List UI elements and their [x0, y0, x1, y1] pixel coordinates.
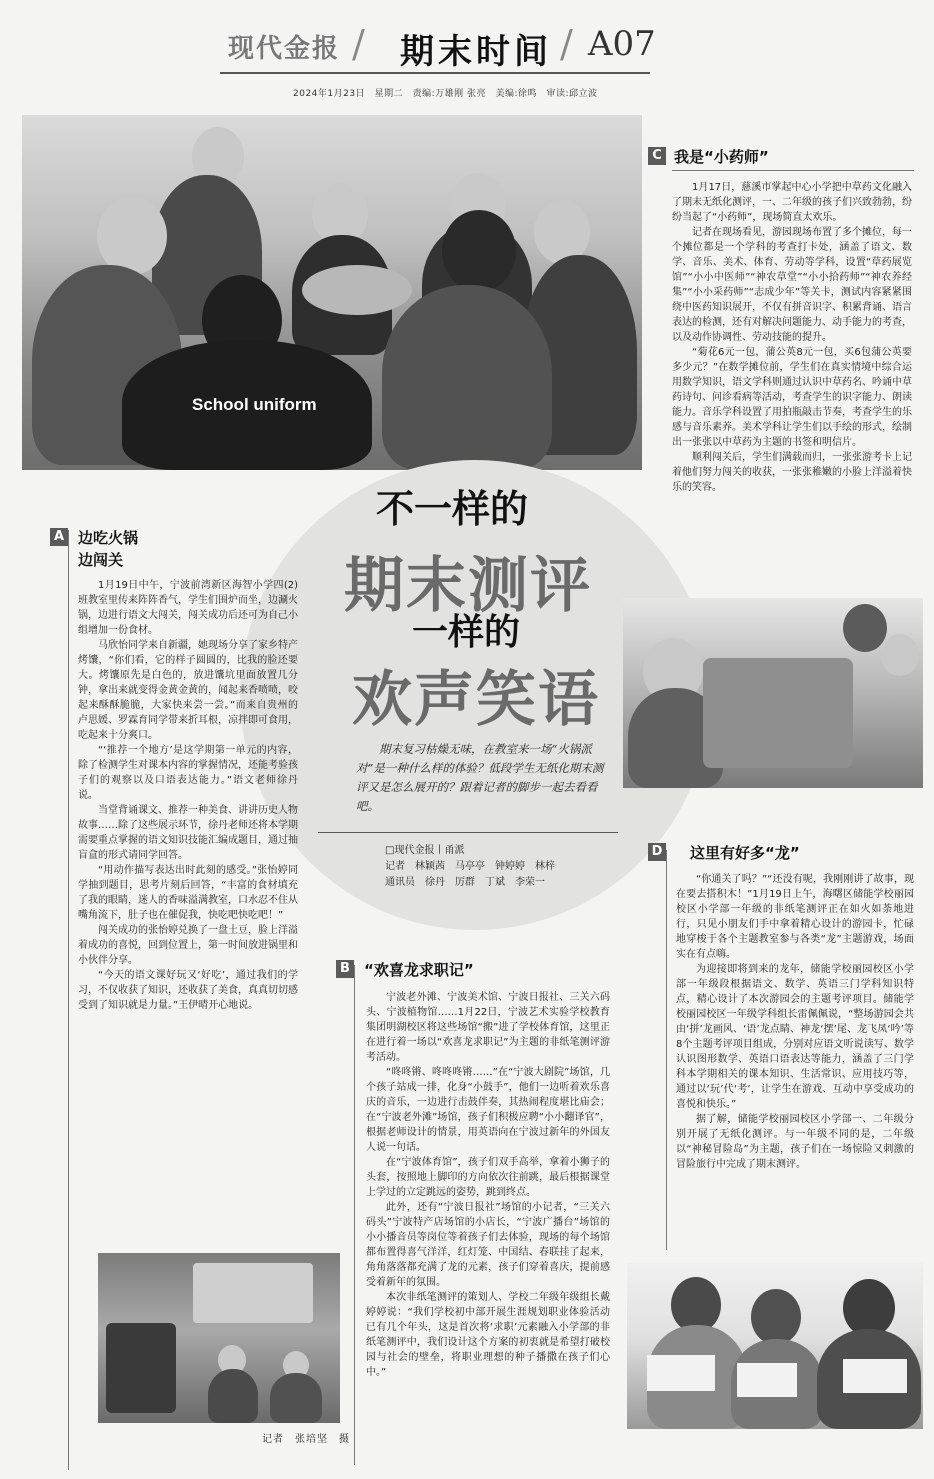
section-b-body: [366, 990, 610, 1380]
feature-title-line1: 不一样的: [376, 486, 529, 531]
section-b-paragraph: “咚咚锵、咚咚咚锵……”在“宁波大剧院”场馆，几个孩子站成一排，化身“小鼓手”，他们一边听着欢乐喜庆的音乐，一边进行击鼓伴奏，其热闹程度堪比庙会；在“宁波老外滩”场馆，孩子们积极应聘“小小翻译官”，根据老师设计的情景，用英语向在宁波过新年的外国友人说一句话。: [366, 1067, 610, 1153]
section-d-paragraph: 为迎接即将到来的龙年，储能学校丽园校区小学部一年级段根据语文、数学、英语三门学科知识特点，精心设计了本次游园会的主题考评项目。储能学校丽园校区一年级学科组长雷佩佩说，“整场游园会共由‘拼’龙画风、‘语’龙点睛、神龙‘摆’尾、龙飞凤‘吟’等8个主题考评项目组成，分别对应语文听说读写、数学认识图形数学、英语口语表达等能力，涵盖了三门学科本学期相关的课本知识、生活常识、应用技巧等，通过以‘玩’代‘考’，让学生在游戏、互动中享受成功的喜悦和快乐。”: [676, 964, 914, 1110]
section-c-paragraph: 记者在现场看见，游园现场布置了多个摊位，每一个摊位都是一个学科的考查打卡处，涵盖了语文、数学、音乐、美术、体育、劳动等学科，设置“草药展览馆”“小小中医师”“神农草堂”“小小拾药师”“神农养经集”“小小采药师”“志成少年”等关卡，测试内容紧紧围绕中医药知识展开，不仅有拼音识字、积累背诵、语言表达的检测，还有对解决问题能力、动手能力的考查，以及动作协调性、劳动技能的提升。: [672, 227, 912, 343]
feature-title-line2: 期末测评: [344, 551, 592, 621]
section-d-rule: [666, 850, 667, 1250]
section-a-paragraph: 当堂背诵课文、推荐一种美食、讲讲历史人物故事……除了这些展示环节，徐丹老师还将本学期需要重点掌握的语文知识技能汇编成题目，通过抽盲盒的形式请同学回答。: [78, 805, 298, 861]
section-b-badge: B: [336, 960, 354, 978]
section-a-paragraph: 1月19日中午，宁波前湾新区海智小学四(2)班教室里传来阵阵香气，学生们围炉而坐，边涮火锅，边进行语文大闯关，闯关成功后还可为自己小组增加一份食材。: [78, 580, 298, 636]
section-c-paragraph: 1月17日，慈溪市掌起中心小学把中草药文化融入了期末无纸化测评，一、二年级的孩子们兴致勃勃，纷纷当起了“小药师”，现场简直太欢乐。: [672, 182, 912, 223]
photo-hotpot-classroom: [22, 115, 642, 470]
section-b-paragraph: 宁波老外滩、宁波美术馆、宁波日报社、三关六码头、宁波植物馆……1月22日，宁波艺术实验学校教育集团明湖校区将这些场馆“搬”进了学校体育馆，这里正在进行着一场以“欢喜龙求职记”为主题的非纸笔测评游考活动。: [366, 992, 610, 1063]
section-c-body: [672, 180, 912, 495]
section-d-body: [676, 872, 914, 1172]
section-a-rule: [68, 530, 69, 1470]
photo-students-cards: [627, 1263, 923, 1429]
masthead-meta: 2024年1月23日 星期二 责编:万雄刚 张亮 美编:徐鸣 审读:邱立波: [293, 89, 598, 99]
section-c-rule: [672, 170, 914, 171]
masthead-brand: 现代金报: [228, 34, 341, 64]
masthead-separator: /: [352, 22, 365, 66]
shirt-text: School uniform: [192, 395, 317, 414]
section-a-paragraph: “‘推荐一个地方’是这学期第一单元的内容，除了检测学生对课本内容的掌握情况，还能考验孩子们的观察以及口语表达能力。”语文老师徐丹说。: [78, 745, 298, 801]
section-a-badge: A: [50, 528, 68, 546]
byline-rule: [318, 832, 618, 833]
section-b-title: “欢喜龙求职记”: [364, 961, 474, 979]
section-a-body: [78, 578, 298, 1013]
section-c-paragraph: 顺利闯关后，学生们满载而归，一张张游考卡上记着他们努力闯关的收获，一张张稚嫩的小脸上洋溢着快乐的笑容。: [672, 452, 912, 493]
section-c-title: 我是“小药师”: [674, 148, 769, 166]
section-a-paragraph: 马欣怡同学来自新疆，她现场分享了家乡特产烤馕，“你们看，它的样子圆圆的，比我的脸还要大。烤馕原先是白色的，放进馕坑里面放置几分钟，拿出来就变得金黄金黄的，闻起来香喷喷，咬起来酥酥脆脆，大家快来尝一尝。”而来自贵州的卢思媛、罗霖育同学带来折耳根，凉拌即可食用，吃起来十分爽口。: [78, 640, 298, 741]
section-a-title-line2: 边闯关: [78, 551, 124, 569]
masthead-section: 期末时间: [400, 32, 552, 72]
section-d-paragraph: “你通关了吗？”“还没有呢，我刚刚讲了故事，现在要去搭积木！”1月19日上午，海曙区储能学校丽园校区小学部一年级的非纸笔测评正在如火如荼地进行，只见小朋友们手中拿着精心设计的游园卡，忙碌地穿梭于各个主题教室参与各类“龙”主题游戏，场面实在有点嗨。: [676, 874, 914, 960]
page-number: A07: [588, 24, 656, 64]
photo-career-booths: [98, 1253, 340, 1423]
feature-title-line4: 欢声笑语: [352, 665, 600, 735]
section-d-paragraph: 据了解，储能学校丽园校区小学部一、二年级分别开展了无纸化测评。与一年级不同的是，二年级以“神秘冒险岛”为主题，孩子们在一场惊险又刺激的冒险旅行中完成了期末测评。: [676, 1114, 914, 1170]
masthead-rule: [220, 72, 650, 74]
section-c-paragraph: “菊花6元一包，蒲公英8元一包，买6包蒲公英要多少元？”在数学摊位前，学生们在真实情境中综合运用数学知识，语文学科则通过认识中草药名、吟诵中草药诗句、问诊看病等活动，考查学生的识字能力、朗读能力。音乐学科设置了用拍瓶敲击节奏，考查学生的乐感与音乐素养。美术学科让学生们以手绘的形式，绘制出一张张以中草药为主题的书签和明信片。: [672, 347, 912, 448]
section-b-paragraph: 此外，还有“宁波日报社”场馆的小记者，“三关六码头”宁波特产店场馆的小店长，“宁波广播台”场馆的小小播音员等岗位等着孩子们去体验，现场的每个场馆都布置得喜气洋洋，红灯笼、中国结、春联挂了起来，角角落落都充满了龙的元素，孩子们穿着喜庆，提前感受着新年的氛围。: [366, 1202, 610, 1288]
section-c-badge: C: [648, 147, 666, 165]
section-b-paragraph: 本次非纸笔测评的策划人、学校二年级年级组长戴婷婷说：“我们学校初中部开展生涯规划职业体验活动已有几个年头，这是首次将‘求职’元素融入小学部的非纸笔测评中，我们设计这个方案的初衷就是希望打破校园与社会的壁垒，将职业理想的种子播撒在孩子们心中。”: [366, 1292, 610, 1378]
section-a-paragraph: “今天的语文课好玩又‘好吃’，通过我们的学习，不仅收获了知识，还收获了美食，真真切切感受到了知识就是力量。”王伊晴开心地说。: [78, 970, 298, 1011]
feature-lead: 期末复习枯燥无味，在教室来一场“火锅派对”是一种什么样的体验？低段学生无纸化期末测评又是怎么展开的？跟着记者的脚步一起去看看吧。: [356, 742, 604, 813]
masthead-separator-2: /: [560, 22, 573, 66]
section-a-paragraph: “用动作描写表达出时此刻的感受。”张怡婷同学抽到题目，思考片刻后回答，“丰富的食材填充了我的眼睛，迷人的香味溢满教室，口水忍不住从嘴角流下，肚子也在催促我，快吃吧快吃吧！”: [78, 865, 298, 921]
section-a-title-line1: 边吃火锅: [78, 529, 139, 547]
photo-credit: 记者 张培坚 摄: [262, 1434, 350, 1445]
feature-title-line3: 一样的: [412, 611, 521, 653]
section-d-badge: D: [648, 843, 666, 861]
section-d-title: 这里有好多“龙”: [690, 844, 800, 862]
section-a-paragraph: 闯关成功的张怡婷兑换了一盘土豆，脸上洋溢着成功的喜悦，回到位置上，第一时间放进锅里和小伙伴分享。: [78, 925, 298, 966]
photo-herbal-stalls: [623, 598, 923, 788]
section-b-rule: [354, 965, 355, 1465]
feature-byline: □现代金报丨甬派 记者 林颖茜 马亭亭 钟婷婷 林梓 通讯员 徐丹 厉群 丁斌 李荣一: [385, 845, 555, 888]
section-b-paragraph: 在“宁波体育馆”，孩子们双手高举，拿着小狮子的头套，按照地上脚印的方向依次往前跳，最后根据课堂上学过的立定跳远的姿势，跳到终点。: [366, 1157, 610, 1198]
